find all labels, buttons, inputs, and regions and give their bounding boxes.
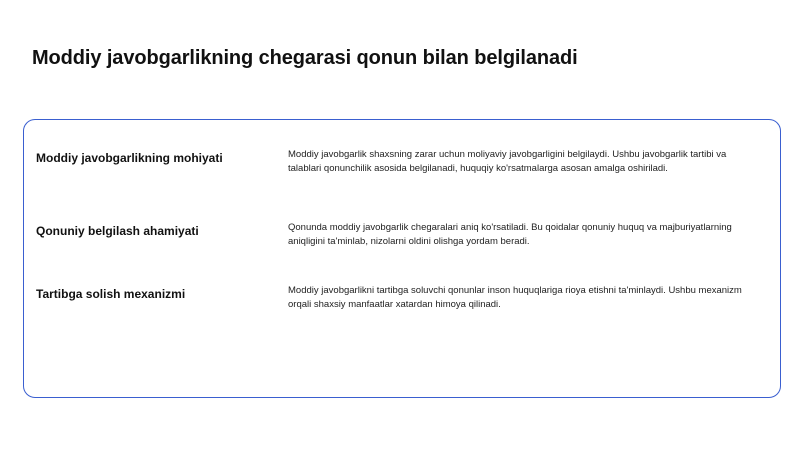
- row-heading: Tartibga solish mexanizmi: [36, 287, 186, 301]
- row-description: Qonunda moddiy javobgarlik chegaralari aniq ko'rsatiladi. Bu qoidalar qonuniy huquq va majburiyatlarning aniqligini ta'minlab, nizolarni oldini olishga yordam beradi.: [288, 222, 732, 247]
- slide-title: Moddiy javobgarlikning chegarasi qonun bilan belgilanadi: [32, 47, 578, 69]
- row-description: Moddiy javobgarlikni tartibga soluvchi qonunlar inson huquqlariga rioya etishni ta'minlaydi. Ushbu mexanizm orqali shaxsiy manfaatlar xatardan himoya qilinadi.: [288, 285, 742, 310]
- row-heading: Moddiy javobgarlikning mohiyati: [36, 151, 223, 165]
- row-description: Moddiy javobgarlik shaxsning zarar uchun moliyaviy javobgarligini belgilaydi. Ushbu javobgarlik tartibi va talablari qonunchilik asosida belgilanadi, huquqiy ko'rsatmalarga asosan amalga oshiriladi.: [288, 149, 727, 174]
- row-heading: Qonuniy belgilash ahamiyati: [36, 224, 199, 238]
- content-card: [23, 119, 781, 398]
